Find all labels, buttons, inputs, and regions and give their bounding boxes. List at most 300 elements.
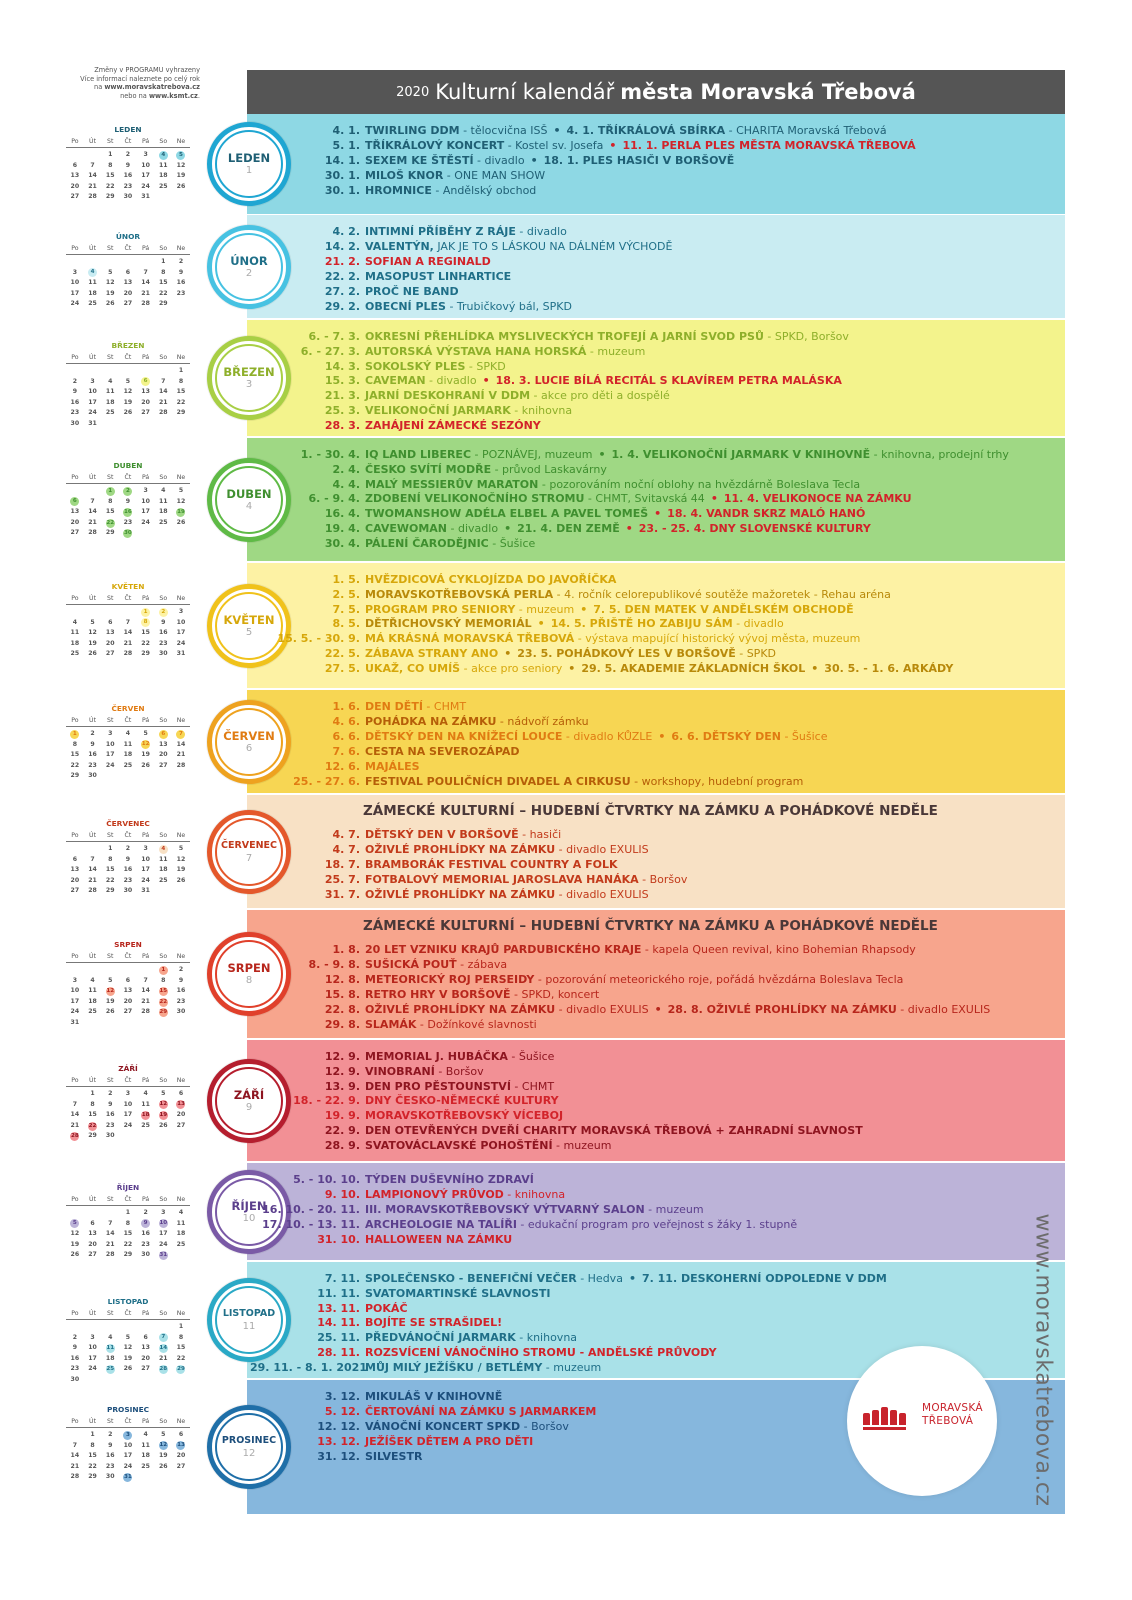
event-detail: - Boršov: [520, 1420, 569, 1433]
calendar-day: 24: [141, 518, 150, 526]
weekday-label: Ne: [176, 1077, 186, 1084]
event-separator: •: [628, 1272, 636, 1285]
mini-calendar-weekdays: [66, 593, 190, 605]
calendar-day: 1: [125, 1209, 131, 1216]
event-date: 14. 3.: [324, 359, 360, 373]
calendar-day: 4: [143, 1090, 148, 1097]
event-date: 12. 6.: [324, 760, 360, 773]
calendar-day: 4: [161, 487, 166, 494]
event-name: ZÁBAVA STRANY ANO: [365, 647, 499, 660]
event-name: DĚTSKÝ DEN V BORŠOVĚ: [365, 828, 519, 841]
calendar-day: 12: [123, 1344, 133, 1352]
calendar-day: 12: [123, 388, 133, 396]
weekday-label: Pá: [141, 1196, 150, 1203]
weekday-label: Ne: [176, 953, 186, 960]
weekday-label: Po: [71, 595, 79, 602]
calendar-day: 20: [70, 876, 80, 884]
calendar-day: 31: [88, 419, 97, 427]
calendar-day: 30: [158, 650, 168, 658]
weekday-label: Pá: [141, 953, 150, 960]
calendar-day: 18: [141, 1452, 150, 1460]
calendar-day: 26: [70, 1251, 80, 1259]
event-date: 14. 2.: [324, 240, 360, 253]
calendar-day: 12: [105, 279, 115, 287]
weekday-label: Ne: [176, 1310, 186, 1317]
calendar-day: 22: [176, 1354, 186, 1362]
calendar-day: 5: [90, 618, 95, 626]
event-date: 1. - 30. 4.: [300, 448, 360, 461]
weekday-label: Pá: [141, 1418, 150, 1425]
event-date: 16. 10. - 20. 11.: [262, 1203, 360, 1216]
calendar-day: 11: [106, 1344, 115, 1351]
calendar-day: 28: [123, 650, 133, 658]
note-link-ksmt[interactable]: www.ksmt.cz: [148, 91, 198, 100]
event-detail: - SPKD: [735, 647, 776, 660]
calendar-day: 27: [70, 887, 80, 895]
event-name: POHÁDKA NA ZÁMKU: [365, 715, 497, 728]
calendar-day: 31: [141, 193, 150, 201]
calendar-day: 21: [70, 1462, 80, 1470]
event-name: VALENTÝN,: [365, 240, 434, 253]
calendar-day: 4: [88, 268, 97, 277]
event-date: 27. 2.: [324, 285, 360, 298]
calendar-day: 6: [141, 377, 150, 386]
event-name: AUTORSKÁ VÝSTAVA HANA HORSKÁ: [365, 344, 587, 358]
calendar-day: 23: [88, 761, 97, 769]
event-date: 13. 9.: [324, 1079, 360, 1093]
mini-calendar-title: KVĚTEN: [111, 582, 145, 591]
calendar-day: 22: [106, 519, 115, 526]
event-date: 22. 2.: [324, 270, 360, 283]
page-header: [247, 70, 1065, 114]
calendar-day: 2: [108, 1431, 113, 1438]
event-detail: - divadlo EXULIS: [555, 888, 649, 901]
event-name: MÁ KRÁSNÁ MORAVSKÁ TŘEBOVÁ: [365, 632, 575, 646]
calendar-day: 20: [176, 1111, 186, 1119]
header-title: Kulturní kalendář: [435, 80, 615, 104]
weekday-label: Čt: [124, 138, 132, 145]
event-detail: - muzeum: [542, 1360, 602, 1374]
calendar-day: 30: [70, 419, 80, 427]
calendar-day: 23: [176, 289, 186, 297]
calendar-day: 30: [105, 1132, 115, 1140]
event-name: TÝDEN DUŠEVNÍHO ZDRAVÍ: [365, 1173, 534, 1186]
calendar-day: 17: [141, 866, 150, 874]
calendar-day: 19: [105, 997, 115, 1005]
event-detail: - 4. ročník celorepublikové soutěže mažoretek - Rehau aréna: [553, 587, 891, 601]
month-badge-number: 4: [245, 500, 253, 512]
calendar-day: 6: [178, 1431, 184, 1438]
calendar-day: 2: [125, 151, 131, 158]
calendar-day: 24: [123, 1121, 133, 1129]
note-line: Více informací naleznete po celý rok: [80, 74, 200, 83]
month-badge-number: 11: [242, 1321, 256, 1332]
weekday-label: Čt: [124, 1418, 132, 1425]
event-detail: - Trubičkový bál, SPKD: [445, 300, 572, 313]
calendar-day: 3: [72, 268, 77, 276]
event-detail: - knihovna: [503, 1188, 566, 1201]
event-name: METEORICKÝ ROJ PERSEIDY: [365, 973, 535, 986]
event-name: JARNÍ DESKOHRANÍ V DDM: [365, 389, 531, 403]
calendar-day: 12: [141, 741, 150, 748]
event-name: OŽIVLÉ PROHLÍDKY NA ZÁMKU: [365, 843, 556, 856]
mini-calendar-weekdays: [66, 243, 190, 255]
calendar-day: 25: [158, 518, 168, 526]
mini-calendar-3: [66, 340, 190, 430]
mini-calendar-days: [66, 486, 190, 539]
calendar-day: 4: [143, 1431, 148, 1438]
event-detail: - divadlo: [447, 522, 499, 535]
event-name: FESTIVAL POULIČNÍCH DIVADEL A CIRKUSU: [365, 775, 631, 788]
calendar-day: 4: [178, 1209, 184, 1216]
calendar-day: 2: [178, 258, 184, 265]
event-name: 18. 3. LUCIE BÍLÁ RECITÁL S KLAVÍREM PETRA MALÁSKA: [495, 374, 842, 388]
event-name: ARCHEOLOGIE NA TALÍŘI: [365, 1218, 517, 1231]
calendar-day: 1: [161, 258, 166, 265]
calendar-day: 14: [159, 1344, 168, 1351]
calendar-day: 24: [88, 1365, 97, 1373]
calendar-day: 10: [141, 855, 150, 863]
weekday-label: Út: [89, 595, 97, 602]
event-date: 6. - 7. 3.: [308, 330, 360, 343]
calendar-day: 23: [105, 1462, 115, 1470]
mini-calendar-days: [66, 1208, 190, 1261]
event-name: HROMNICE: [365, 184, 432, 197]
weekday-label: Ne: [176, 474, 186, 481]
event-date: 25. 3.: [324, 404, 360, 417]
calendar-day: 13: [141, 1344, 150, 1352]
calendar-day: 28: [88, 887, 97, 895]
event-date: 8. 5.: [332, 617, 360, 631]
event-name: 7. 11. DESKOHERNÍ ODPOLEDNE V DDM: [641, 1272, 887, 1285]
event-name: 14. 5. PŘIŠTĚ HO ZABIJU SÁM: [550, 617, 733, 631]
event-name: MAJÁLES: [365, 760, 420, 773]
calendar-day: 30: [88, 772, 97, 780]
calendar-day: 17: [88, 398, 97, 406]
calendar-day: 2: [159, 608, 168, 617]
event-name: FOTBALOVÝ MEMORIAL JAROSLAVA HANÁKA: [365, 873, 639, 886]
event-separator: •: [654, 1003, 662, 1016]
calendar-day: 3: [178, 608, 184, 615]
weekday-label: Ne: [176, 595, 186, 602]
calendar-day: 8: [178, 377, 184, 385]
mini-calendar-days: [66, 1089, 190, 1142]
month-badge-number: 1: [245, 165, 253, 176]
calendar-day: 24: [123, 1462, 133, 1470]
event-name: ROZSVÍCENÍ VÁNOČNÍHO STROMU - ANDĚLSKÉ PRŮVODY: [365, 1346, 717, 1359]
weekday-label: Po: [71, 1077, 79, 1084]
mini-calendar-title: SRPEN: [114, 940, 142, 949]
event-name: CESTA NA SEVEROZÁPAD: [365, 745, 520, 758]
calendar-day: 19: [176, 866, 186, 874]
event-date: 16. 4.: [324, 507, 360, 521]
calendar-day: 6: [125, 976, 131, 984]
calendar-day: 24: [176, 639, 186, 647]
event-detail: - Dožínkové slavnosti: [416, 1018, 537, 1031]
event-date: 7. 11.: [324, 1272, 360, 1285]
event-date: 1. 6.: [332, 700, 360, 713]
calendar-day: 27: [70, 193, 80, 201]
calendar-day: 26: [158, 1121, 168, 1129]
event-date: 12. 9.: [324, 1050, 360, 1063]
calendar-day: 18: [88, 997, 97, 1005]
event-detail: - knihovna: [515, 1331, 578, 1345]
month-badge-name: ČERVENEC: [220, 839, 278, 851]
event-date: 9. 10.: [324, 1188, 360, 1201]
calendar-day: 9: [161, 618, 166, 626]
calendar-day: 21: [70, 1121, 80, 1129]
mini-calendar-12: [66, 1404, 190, 1483]
calendar-day: 23: [123, 182, 133, 190]
calendar-day: 27: [105, 650, 115, 658]
month-badge-number: 2: [245, 267, 253, 279]
calendar-day: 26: [88, 650, 97, 658]
month-badge-number: 10: [242, 1212, 256, 1224]
calendar-day: 30: [105, 1473, 115, 1481]
calendar-day: 8: [108, 855, 113, 863]
weekday-label: Út: [89, 717, 97, 724]
mini-calendar-days: [66, 965, 190, 1029]
event-detail: - divadlo: [732, 617, 784, 631]
calendar-day: 4: [108, 1333, 113, 1341]
mini-calendar-weekdays: [66, 1308, 190, 1320]
event-name: PÁLENÍ ČARODĚJNIC: [365, 536, 489, 550]
weekday-label: St: [107, 832, 114, 839]
calendar-day: 13: [158, 740, 168, 748]
calendar-day: 26: [176, 182, 186, 190]
weekday-label: Út: [89, 1310, 97, 1317]
calendar-day: 25: [176, 1240, 186, 1248]
calendar-day: 1: [178, 367, 184, 374]
city-logo-text: [922, 1402, 983, 1428]
calendar-day: 7: [108, 1219, 113, 1227]
calendar-day: 29: [123, 1251, 133, 1259]
calendar-day: 19: [141, 751, 150, 759]
weekday-label: So: [159, 138, 168, 145]
calendar-day: 19: [177, 508, 185, 515]
calendar-day: 17: [123, 1452, 133, 1460]
weekday-label: Út: [89, 245, 97, 252]
calendar-day: 13: [177, 1442, 185, 1449]
calendar-day: 8: [161, 268, 166, 276]
event-date: 15. 5. - 30. 9.: [277, 632, 360, 646]
calendar-day: 9: [125, 497, 131, 505]
weekday-label: Út: [89, 832, 97, 839]
weekday-label: Čt: [124, 245, 132, 252]
calendar-day: 25: [106, 1366, 115, 1373]
calendar-day: 4: [125, 730, 131, 737]
calendar-day: 23: [70, 409, 80, 417]
event-date: 29. 8.: [324, 1018, 360, 1031]
event-date: 2. 5.: [332, 587, 360, 601]
event-name: OŽIVLÉ PROHLÍDKY NA ZÁMKU: [365, 888, 556, 901]
note-text: na: [94, 83, 105, 92]
calendar-day: 16: [176, 279, 186, 287]
event-date: 19. 9.: [324, 1109, 360, 1123]
mini-calendar-weekdays: [66, 1194, 190, 1206]
month-badge-name: PROSINEC: [221, 1435, 277, 1446]
calendar-day: 14: [88, 172, 97, 180]
calendar-day: 1: [108, 151, 113, 158]
calendar-day: 27: [123, 300, 133, 308]
calendar-day: 27: [141, 409, 150, 417]
note-link-moravskatrebova[interactable]: www.moravskatrebova.cz: [104, 83, 200, 92]
event-date: 7. 5.: [332, 602, 360, 616]
event-name: DEN DĚTÍ: [365, 700, 423, 713]
calendar-day: 6: [72, 855, 77, 863]
calendar-day: 23: [123, 518, 133, 526]
weekday-label: Po: [71, 717, 79, 724]
calendar-day: 21: [88, 182, 97, 190]
event-date: 25. 11.: [317, 1331, 360, 1345]
mini-calendar-days: [66, 1322, 190, 1386]
logo-line: TŘEBOVÁ: [922, 1415, 974, 1427]
calendar-day: 25: [105, 409, 115, 417]
calendar-day: 15: [176, 388, 186, 396]
event-detail: - knihovna, prodejní trhy: [870, 448, 1009, 461]
event-detail: - akce pro děti a dospělé: [530, 389, 670, 403]
event-date: 18. 7.: [324, 858, 360, 871]
calendar-day: 28: [158, 409, 168, 417]
event-name: SVATOMARTINSKÉ SLAVNOSTI: [365, 1286, 551, 1300]
calendar-day: 7: [143, 268, 148, 276]
weekday-label: Ne: [176, 832, 186, 839]
calendar-day: 16: [105, 1111, 115, 1119]
calendar-day: 24: [70, 1008, 80, 1016]
calendar-day: 28: [70, 1473, 80, 1481]
mini-calendar-title: LISTOPAD: [107, 1297, 149, 1306]
mini-calendar-5: [66, 581, 190, 660]
month-badge-number: 12: [242, 1448, 256, 1459]
calendar-day: 9: [108, 1100, 113, 1108]
calendar-day: 9: [90, 740, 95, 748]
weekday-label: Čt: [124, 1310, 132, 1317]
calendar-day: 31: [124, 1474, 132, 1481]
event-detail: - Boršov: [434, 1064, 484, 1078]
calendar-day: 9: [178, 976, 184, 984]
event-detail: - SPKD: [465, 359, 506, 373]
event-detail: - zábava: [456, 958, 508, 971]
calendar-day: 8: [161, 976, 166, 984]
calendar-day: 6: [178, 1090, 184, 1097]
event-name: JEŽÍŠEK DĚTEM A PRO DĚTI: [365, 1435, 534, 1448]
calendar-day: 16: [141, 1230, 150, 1238]
calendar-day: 26: [176, 876, 186, 884]
event-date: 28. 9.: [324, 1138, 360, 1152]
calendar-day: 22: [105, 182, 115, 190]
calendar-day: 3: [143, 845, 148, 852]
calendar-day: 17: [158, 1230, 168, 1238]
month-badge-name: DUBEN: [226, 486, 272, 501]
calendar-day: 26: [105, 1008, 115, 1016]
calendar-day: 15: [159, 987, 168, 994]
event-name: OBECNÍ PLES: [365, 300, 446, 313]
calendar-day: 11: [176, 1219, 186, 1227]
event-separator: •: [580, 602, 588, 616]
calendar-day: 8: [90, 1100, 95, 1108]
month-badge-name: ŘÍJEN: [231, 1198, 267, 1213]
calendar-day: 5: [161, 1090, 166, 1097]
calendar-day: 30: [70, 1375, 80, 1383]
event-date: 29. 2.: [324, 300, 360, 313]
calendar-day: 21: [176, 751, 186, 759]
event-detail: - divadlo: [515, 225, 567, 238]
weekday-label: Ne: [176, 354, 186, 361]
calendar-day: 29: [105, 887, 115, 895]
calendar-day: 22: [158, 289, 168, 297]
event-detail: - kapela Queen revival, kino Bohemian Rhapsody: [641, 943, 916, 956]
event-name: UKAŽ, CO UMÍŠ: [365, 661, 461, 675]
event-name: 21. 4. DEN ZEMĚ: [517, 522, 620, 535]
calendar-day: 26: [105, 300, 115, 308]
calendar-day: 28: [176, 761, 186, 769]
calendar-day: 2: [72, 377, 77, 385]
event-name: MŮJ MILÝ JEŽÍŠKU / BETLÉMY: [365, 1360, 543, 1374]
event-detail: - muzeum: [644, 1203, 704, 1216]
event-name: VINOBRANÍ: [365, 1064, 435, 1078]
calendar-day: 12: [176, 161, 186, 169]
event-name: OŽIVLÉ PROHLÍDKY NA ZÁMKU: [365, 1003, 556, 1016]
event-date: 7. 6.: [332, 745, 360, 758]
calendar-day: 11: [141, 1441, 150, 1449]
mini-calendar-title: ČERVEN: [111, 704, 145, 713]
calendar-day: 11: [123, 740, 133, 748]
mini-calendar-weekdays: [66, 352, 190, 364]
event-date: 29. 11. - 8. 1. 2021: [250, 1360, 367, 1374]
calendar-day: 29: [105, 193, 115, 201]
mini-calendar-title: ŘÍJEN: [116, 1183, 140, 1192]
calendar-day: 4: [159, 151, 168, 160]
calendar-day: 14: [123, 629, 133, 637]
event-name: 23. - 25. 4. DNY SLOVENSKÉ KULTURY: [638, 522, 871, 535]
calendar-day: 14: [88, 866, 97, 874]
month-badge-number: 9: [245, 1101, 253, 1113]
weekday-label: St: [107, 717, 114, 724]
event-name: 28. 8. OŽIVLÉ PROHLÍDKY NA ZÁMKU: [667, 1003, 897, 1016]
event-detail: - muzeum: [586, 344, 646, 358]
weekday-label: Čt: [124, 595, 132, 602]
calendar-day: 17: [105, 751, 115, 759]
event-name: 11. 1. PERLA PLES MĚSTA MORAVSKÁ TŘEBOVÁ: [622, 139, 916, 152]
month-badge-number: 7: [245, 852, 253, 864]
event-name: OKRESNÍ PŘEHLÍDKA MYSLIVECKÝCH TROFEJÍ A JARNÍ SVOD PSŮ: [365, 330, 764, 343]
mini-calendar-title: ZÁŘÍ: [118, 1064, 138, 1073]
event-name: ČESKO SVÍTÍ MODŘE: [365, 462, 492, 476]
event-detail: JAK JE TO S LÁSKOU NA DÁLNÉM VÝCHODĚ: [433, 240, 673, 253]
event-name: ZAHÁJENÍ ZÁMECKÉ SEZÓNY: [365, 418, 541, 432]
calendar-day: 26: [158, 1462, 168, 1470]
event-name: MORAVSKOTŘEBOVSKÁ PERLA: [365, 587, 554, 601]
website-text[interactable]: www.moravskatrebova.cz: [1030, 1213, 1056, 1507]
calendar-day: 15: [176, 1344, 186, 1352]
event-name: 1. 4. VELIKONOČNÍ JARMARK V KNIHOVNĚ: [611, 448, 871, 461]
month-badge-number: 6: [245, 742, 253, 754]
event-name: VÁNOČNÍ KONCERT SPKD: [365, 1420, 521, 1433]
event-detail: - knihovna: [510, 404, 573, 417]
event-date: 25. 7.: [324, 873, 360, 886]
weekday-label: Čt: [124, 832, 132, 839]
event-date: 12. 9.: [324, 1064, 360, 1078]
calendar-day: 8: [125, 1219, 131, 1227]
calendar-day: 13: [141, 388, 150, 396]
calendar-day: 5: [70, 1219, 79, 1228]
mini-calendar-9: [66, 1063, 190, 1142]
month-badge-number: 8: [245, 975, 253, 986]
calendar-day: 28: [159, 1366, 168, 1373]
calendar-day: 22: [159, 998, 168, 1005]
event-date: 31. 12.: [317, 1450, 360, 1463]
info-note: [20, 66, 200, 100]
